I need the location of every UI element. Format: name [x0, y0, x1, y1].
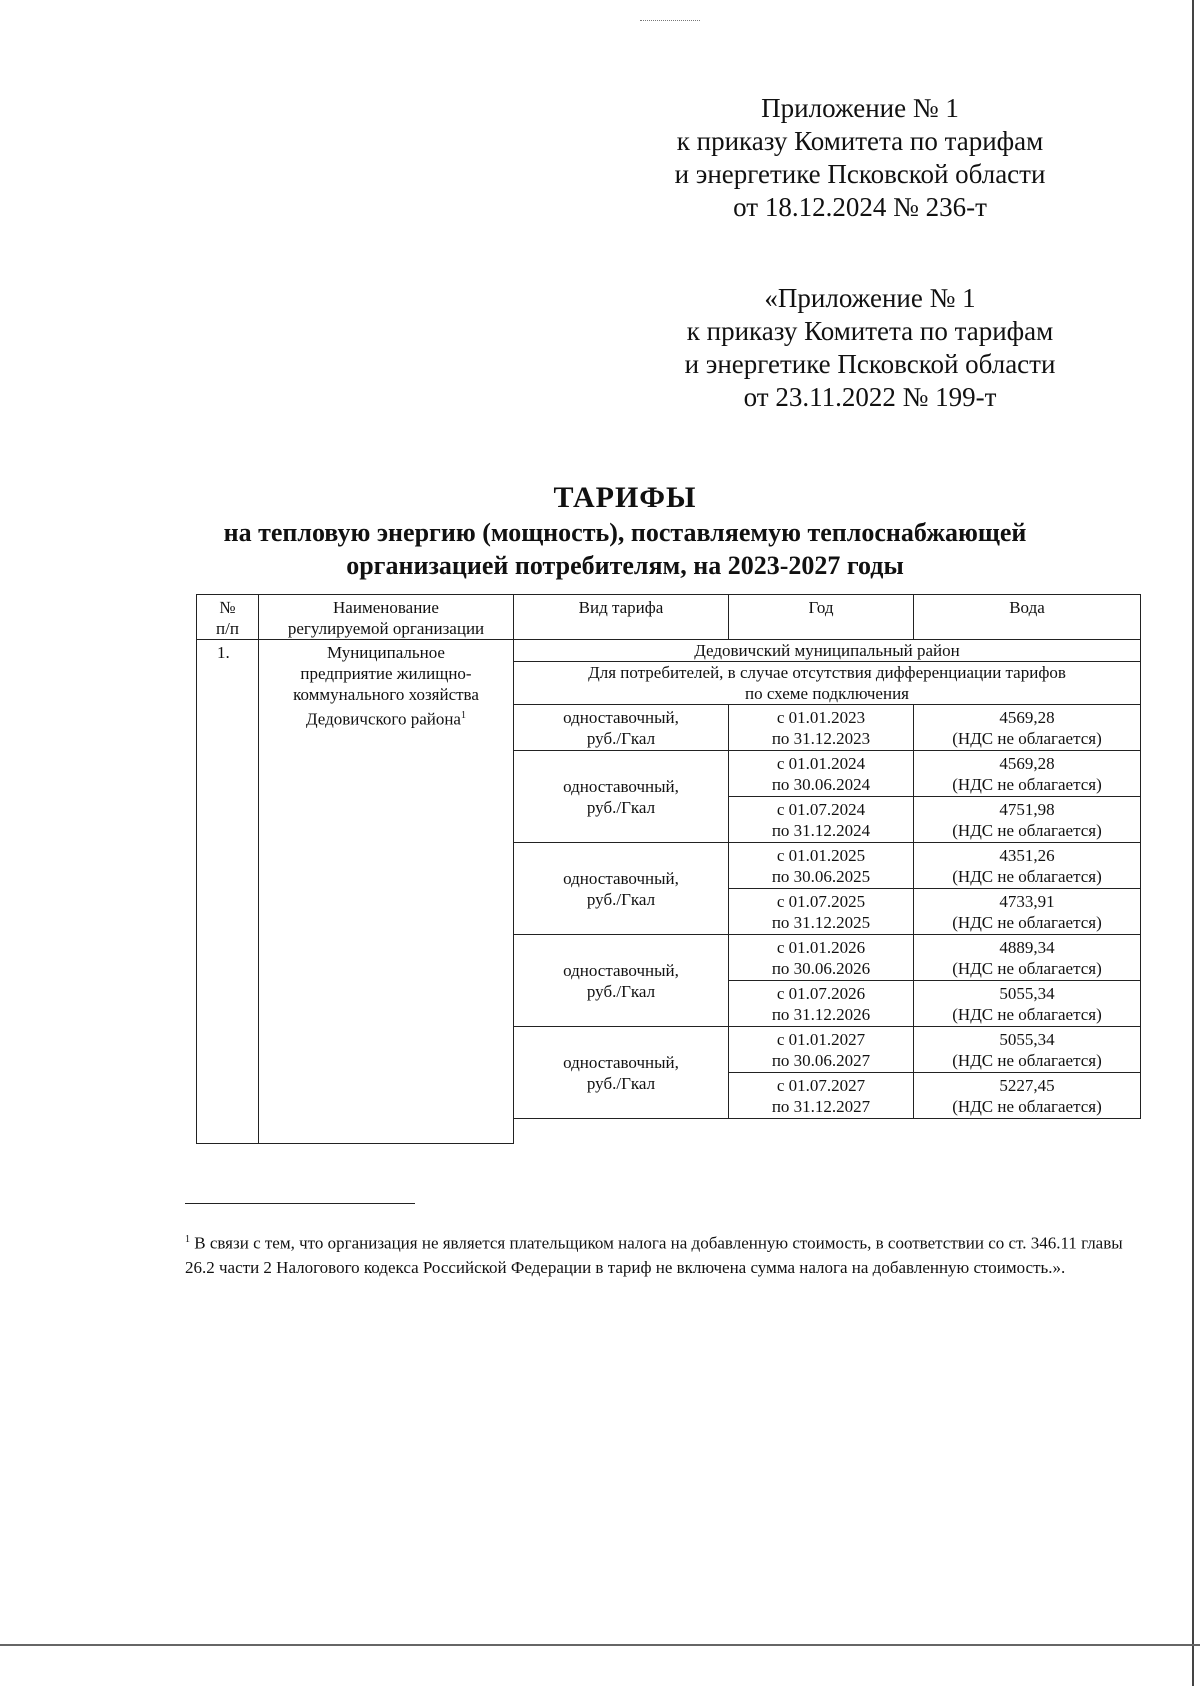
header-year: Год	[729, 595, 914, 640]
period: с 01.01.2024 по 30.06.2024	[729, 751, 914, 797]
period: с 01.01.2026 по 30.06.2026	[729, 935, 914, 981]
header-tariff-type: Вид тарифа	[514, 595, 729, 640]
water-tariff: 4733,91 (НДС не облагается)	[914, 889, 1141, 935]
appendix-line: к приказу Комитета по тарифам	[676, 126, 1044, 156]
scan-edge	[0, 1644, 1200, 1646]
period: с 01.01.2027 по 30.06.2027	[729, 1027, 914, 1073]
water-tariff: 4569,28 (НДС не облагается)	[914, 751, 1141, 797]
tariff-type: одноставочный, руб./Гкал	[514, 705, 729, 751]
appendix-header-new	[640, 92, 1080, 224]
tariff-type: одноставочный, руб./Гкал	[514, 843, 729, 935]
scan-mark	[640, 12, 700, 21]
scan-edge	[1192, 0, 1194, 1686]
water-tariff: 4351,26 (НДС не облагается)	[914, 843, 1141, 889]
row-number: 1.	[197, 640, 259, 1144]
tariff-type: одноставочный, руб./Гкал	[514, 935, 729, 1027]
header-num: № п/п	[197, 595, 259, 640]
period: с 01.01.2025 по 30.06.2025	[729, 843, 914, 889]
appendix-line: Приложение № 1	[761, 93, 959, 123]
table-header-row	[197, 595, 1141, 640]
document-title	[150, 480, 1100, 582]
period: с 01.01.2023 по 31.12.2023	[729, 705, 914, 751]
consumer-group: Для потребителей, в случае отсутствия дифференциации тарифов по схеме подключения	[514, 662, 1141, 705]
appendix-line: от 18.12.2024 № 236-т	[733, 192, 987, 222]
table-row	[197, 640, 1141, 662]
title-main: ТАРИФЫ	[553, 481, 697, 514]
header-water: Вода	[914, 595, 1141, 640]
appendix-line: и энергетике Псковской области	[674, 159, 1046, 189]
tariff-type: одноставочный, руб./Гкал	[514, 751, 729, 843]
water-tariff: 5055,34 (НДС не облагается)	[914, 1027, 1141, 1073]
period: с 01.07.2025 по 31.12.2025	[729, 889, 914, 935]
appendix-header-old	[650, 282, 1090, 414]
footnote-mark: 1	[185, 1234, 190, 1245]
title-line: на тепловую энергию (мощность), поставляемую теплоснабжающей	[223, 518, 1027, 547]
district-name: Дедовичский муниципальный район	[514, 640, 1141, 662]
organization-name: Муниципальное предприятие жилищно- коммунального хозяйства Дедовичского района$^1$	[259, 640, 514, 1144]
footnote-ref: 1	[460, 710, 466, 721]
table-blank-cell	[514, 1119, 1141, 1144]
appendix-line: и энергетике Псковской области	[684, 349, 1056, 379]
footnote-divider	[185, 1203, 415, 1204]
header-org: Наименование регулируемой организации	[259, 595, 514, 640]
tariff-table	[196, 594, 1141, 1144]
water-tariff: 5227,45 (НДС не облагается)	[914, 1073, 1141, 1119]
water-tariff: 5055,34 (НДС не облагается)	[914, 981, 1141, 1027]
period: с 01.07.2026 по 31.12.2026	[729, 981, 914, 1027]
appendix-line: от 23.11.2022 № 199-т	[743, 382, 997, 412]
period: с 01.07.2024 по 31.12.2024	[729, 797, 914, 843]
footnote-text: В связи с тем, что организация не является плательщиком налога на добавленную стоимость, в соответствии со ст. 346.11 главы 26.2 части 2 Налогового кодекса Российской Федерации в тариф не включена сумма налога на добавленную стоимость.».	[185, 1233, 1123, 1277]
tariff-type: одноставочный, руб./Гкал	[514, 1027, 729, 1119]
water-tariff: 4569,28 (НДС не облагается)	[914, 705, 1141, 751]
title-line: организацией потребителям, на 2023-2027 годы	[346, 551, 904, 580]
appendix-line: к приказу Комитета по тарифам	[686, 316, 1054, 346]
water-tariff: 4889,34 (НДС не облагается)	[914, 935, 1141, 981]
footnote	[185, 1228, 1145, 1280]
water-tariff: 4751,98 (НДС не облагается)	[914, 797, 1141, 843]
period: с 01.07.2027 по 31.12.2027	[729, 1073, 914, 1119]
appendix-line: «Приложение № 1	[764, 283, 976, 313]
